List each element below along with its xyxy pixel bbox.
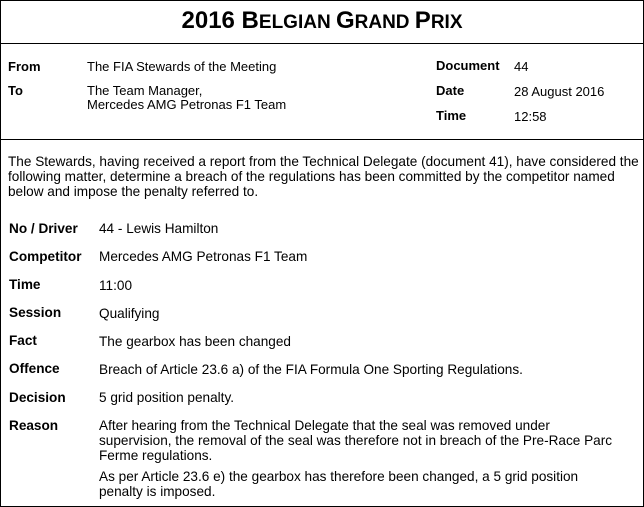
date-value: 28 August 2016 — [514, 84, 605, 99]
from-value: The FIA Stewards of the Meeting — [87, 59, 277, 74]
row-value-competitor: Mercedes AMG Petronas F1 Team — [99, 249, 308, 264]
row-label-session: Session — [9, 305, 62, 320]
title-part-3-big: P — [414, 7, 431, 34]
row-label-driver: No / Driver — [9, 221, 78, 236]
row-label-time: Time — [9, 277, 41, 292]
from-label: From — [8, 59, 41, 74]
reason-paragraph-1: After hearing from the Technical Delegate that the seal was removed under supervision, the removal of the seal was therefore not in breach of the Pre-Race Parc Ferme regulations. — [99, 418, 613, 463]
date-label: Date — [436, 83, 465, 98]
to-value-line1: The Team Manager, — [87, 83, 203, 98]
title-part-1-big: 2016 B — [181, 7, 259, 34]
title-part-3-small: RIX — [430, 12, 463, 33]
row-label-decision: Decision — [9, 390, 66, 405]
title-part-1-small: ELGIAN — [258, 12, 336, 33]
row-value-fact: The gearbox has been changed — [99, 334, 291, 349]
to-label: To — [8, 83, 23, 98]
row-value-session: Qualifying — [99, 306, 160, 321]
document-title — [1, 7, 643, 35]
intro-paragraph: The Stewards, having received a report from the Technical Delegate (document 41), have considered the following matter, determine a breach of the regulations has been committed by the competitor named below and impose the penalty referred to. — [8, 154, 639, 199]
reason-paragraph-2: As per Article 23.6 e) the gearbox has therefore been changed, a 5 grid position penalty is imposed. — [99, 469, 579, 499]
time-label: Time — [436, 108, 467, 123]
document-value: 44 — [514, 59, 529, 74]
title-part-2-big: G — [335, 7, 355, 34]
row-label-reason: Reason — [9, 418, 59, 433]
time-value: 12:58 — [514, 109, 547, 124]
row-value-decision: 5 grid position penalty. — [99, 390, 235, 405]
title-bar — [1, 1, 643, 44]
title-part-2-small: RAND — [354, 12, 415, 33]
to-value-line2: Mercedes AMG Petronas F1 Team — [87, 97, 287, 112]
header-block — [1, 44, 643, 140]
document-label: Document — [436, 58, 500, 73]
row-value-time: 11:00 — [99, 278, 133, 293]
row-label-competitor: Competitor — [9, 249, 82, 264]
row-value-driver: 44 - Lewis Hamilton — [99, 221, 219, 236]
row-value-offence: Breach of Article 23.6 a) of the FIA Formula One Sporting Regulations. — [99, 362, 523, 377]
row-label-offence: Offence — [9, 361, 60, 376]
reason-text — [99, 418, 619, 505]
row-label-fact: Fact — [9, 333, 37, 348]
